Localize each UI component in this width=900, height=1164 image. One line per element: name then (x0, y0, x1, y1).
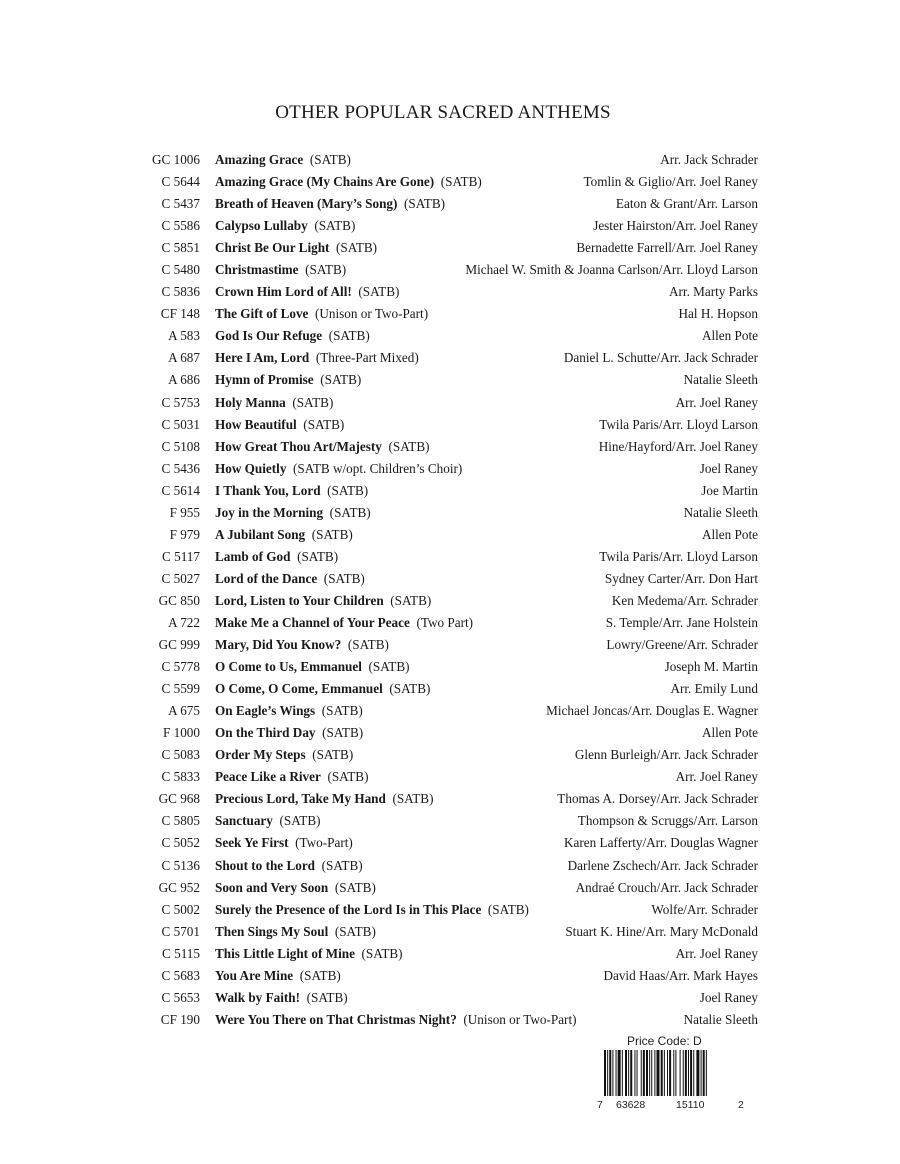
voicing: (Two Part) (416, 614, 474, 630)
voicing: (SATB) (390, 592, 432, 608)
catalog-code: A 686 (168, 372, 200, 388)
anthem-title: How Beautiful (215, 416, 297, 432)
anthem-title-group (215, 832, 353, 854)
catalog-code: GC 999 (158, 637, 200, 653)
voicing: (SATB) (440, 174, 482, 190)
anthem-title: O Come, O Come, Emmanuel (215, 681, 383, 697)
catalog-code: F 1000 (162, 725, 200, 741)
anthem-title-group (215, 855, 363, 877)
voicing: (SATB) (388, 438, 430, 454)
barcode-bar (649, 1050, 650, 1096)
catalog-code: C 5480 (161, 262, 200, 278)
catalog-code: CF 148 (160, 306, 200, 322)
anthem-title: How Great Thou Art/Majesty (215, 438, 382, 454)
composer-credit: Twila Paris/Arr. Lloyd Larson (599, 548, 758, 564)
composer-credit: Arr. Jack Schrader (660, 152, 758, 167)
composer-credit: Allen Pote (701, 526, 758, 542)
list-item (0, 943, 900, 965)
barcode-bar (701, 1050, 702, 1096)
catalog-code: C 5599 (161, 681, 200, 697)
anthem-title-group (215, 568, 365, 590)
anthem-title-group (215, 612, 473, 634)
list-item (0, 590, 900, 612)
barcode-bar (609, 1050, 611, 1096)
voicing: (SATB) (361, 945, 403, 961)
list-item (0, 965, 900, 987)
composer-credit: Arr. Emily Lund (670, 681, 758, 697)
anthem-title: Sanctuary (215, 813, 273, 829)
list-item (0, 568, 900, 590)
anthem-title: Here I Am, Lord (215, 350, 310, 366)
anthem-title-group (215, 921, 376, 943)
voicing: (SATB) (327, 482, 369, 498)
anthem-title: Christmastime (215, 262, 299, 278)
composer-credit: Joe Martin (701, 482, 758, 498)
list-item (0, 149, 900, 171)
anthem-title-group (215, 899, 529, 921)
anthem-title: Lamb of God (215, 548, 291, 564)
catalog-code: C 5117 (162, 548, 200, 564)
anthem-title: On the Third Day (215, 725, 316, 741)
catalog-code: C 5108 (161, 438, 200, 454)
composer-credit: Hal H. Hopson (678, 306, 758, 322)
list-item (0, 546, 900, 568)
anthem-title-group (215, 281, 399, 303)
barcode-bar (641, 1050, 642, 1096)
list-item (0, 303, 900, 325)
voicing: (SATB) (303, 416, 345, 432)
page-title: OTHER POPULAR SACRED ANTHEMS (275, 102, 611, 123)
list-item (0, 855, 900, 877)
barcode-bar (628, 1050, 629, 1096)
list-item (0, 259, 900, 281)
anthem-title-group (215, 524, 353, 546)
barcode-bar (654, 1050, 655, 1096)
composer-credit: Joel Raney (699, 460, 758, 476)
voicing: (Two-Part) (295, 835, 353, 851)
composer-credit: David Haas/Arr. Mark Hayes (603, 967, 758, 983)
composer-credit: Hine/Hayford/Arr. Joel Raney (598, 438, 758, 454)
upc-barcode (596, 1050, 746, 1112)
barcode-bar (604, 1050, 606, 1096)
composer-credit: Natalie Sleeth (683, 1011, 758, 1027)
voicing: (SATB) (327, 769, 369, 785)
catalog-code: C 5833 (161, 769, 200, 785)
composer-credit: Eaton & Grant/Arr. Larson (615, 196, 758, 212)
anthem-title-group (215, 259, 346, 281)
anthem-title-group (215, 325, 370, 347)
barcode-bar (680, 1050, 681, 1096)
catalog-code: A 675 (168, 703, 200, 719)
anthem-title: I Thank You, Lord (215, 482, 321, 498)
barcode-bar (690, 1050, 692, 1096)
anthem-title: A Jubilant Song (215, 526, 306, 542)
anthem-title-group (215, 722, 363, 744)
anthem-title: On Eagle’s Wings (215, 703, 316, 719)
anthem-title-group (215, 546, 338, 568)
voicing: (SATB) (487, 901, 529, 917)
anthem-title-group (215, 744, 353, 766)
anthem-title: Breath of Heaven (Mary’s Song) (215, 196, 398, 212)
anthem-title-group (215, 877, 376, 899)
catalog-code: C 5753 (161, 394, 200, 410)
barcode-bar (616, 1050, 617, 1096)
anthem-title-group (215, 766, 368, 788)
barcode-bar (643, 1050, 645, 1096)
composer-credit: Bernadette Farrell/Arr. Joel Raney (576, 240, 758, 256)
barcode-bar (664, 1050, 665, 1096)
anthem-title-group (215, 678, 430, 700)
composer-credit: Lowry/Greene/Arr. Schrader (606, 637, 758, 653)
composer-credit: Darlene Zschech/Arr. Jack Schrader (567, 857, 758, 873)
list-item (0, 678, 900, 700)
barcode-bar (646, 1050, 648, 1096)
voicing: (SATB) (322, 725, 364, 741)
composer-credit: Daniel L. Schutte/Arr. Jack Schrader (563, 350, 758, 366)
anthem-title: How Quietly (215, 460, 287, 476)
anthem-title-group (215, 237, 377, 259)
composer-credit: Andraé Crouch/Arr. Jack Schrader (575, 879, 758, 895)
composer-credit: Jester Hairston/Arr. Joel Raney (593, 218, 758, 234)
catalog-code: C 5683 (161, 967, 200, 983)
anthem-title-group (215, 987, 348, 1009)
composer-credit: Allen Pote (701, 725, 758, 741)
catalog-code: C 5002 (161, 901, 200, 917)
barcode-bar (622, 1050, 623, 1096)
composer-credit: Twila Paris/Arr. Lloyd Larson (599, 416, 758, 432)
composer-credit: Michael W. Smith & Joanna Carlson/Arr. Lloyd Larson (465, 262, 758, 278)
list-item (0, 281, 900, 303)
anthem-title-group (215, 810, 321, 832)
list-item (0, 921, 900, 943)
voicing: (SATB) (323, 570, 365, 586)
list-item (0, 987, 900, 1009)
barcode-bar (637, 1050, 638, 1096)
catalog-code: C 5614 (161, 482, 200, 498)
catalog-code: F 979 (169, 526, 200, 542)
catalog-code: C 5805 (161, 813, 200, 829)
list-item (0, 700, 900, 722)
anthem-title: Soon and Very Soon (215, 879, 329, 895)
barcode-bar (696, 1050, 699, 1096)
anthem-title: Surely the Presence of the Lord Is in This Place (215, 901, 482, 917)
list-item (0, 612, 900, 634)
voicing: (SATB) (334, 923, 376, 939)
list-item (0, 766, 900, 788)
anthem-title-group (215, 943, 403, 965)
list-item (0, 237, 900, 259)
composer-credit: Arr. Joel Raney (675, 945, 758, 961)
anthem-title: Amazing Grace (215, 152, 304, 167)
catalog-code: GC 1006 (152, 152, 200, 167)
anthem-title: Calypso Lullaby (215, 218, 308, 234)
catalog-code: C 5052 (161, 835, 200, 851)
catalog-code: GC 968 (158, 791, 200, 807)
anthem-title-group (215, 171, 482, 193)
barcode-bar (706, 1050, 707, 1096)
composer-credit: Arr. Marty Parks (668, 284, 758, 300)
catalog-code: C 5437 (161, 196, 200, 212)
barcode-bar (607, 1050, 608, 1096)
catalog-code: C 5778 (161, 659, 200, 675)
composer-credit: Arr. Joel Raney (675, 394, 758, 410)
barcode-bar (634, 1050, 635, 1096)
anthem-title-group (215, 193, 445, 215)
list-item (0, 325, 900, 347)
composer-credit: Tomlin & Giglio/Arr. Joel Raney (583, 174, 758, 190)
anthem-title-group (215, 347, 419, 369)
anthem-title: Seek Ye First (215, 835, 289, 851)
composer-credit: Stuart K. Hine/Arr. Mary McDonald (565, 923, 758, 939)
catalog-code: C 5115 (162, 945, 200, 961)
anthem-title-group (215, 700, 363, 722)
barcode-bar (657, 1050, 660, 1096)
composer-credit: S. Temple/Arr. Jane Holstein (605, 614, 758, 630)
anthem-title: Lord, Listen to Your Children (215, 592, 384, 608)
anthem-list (0, 149, 900, 1031)
composer-credit: Michael Joncas/Arr. Douglas E. Wagner (546, 703, 758, 719)
list-item (0, 810, 900, 832)
catalog-code: C 5586 (161, 218, 200, 234)
price-code: Price Code: D (627, 1034, 702, 1048)
anthem-title: The Gift of Love (215, 306, 309, 322)
list-item (0, 369, 900, 391)
list-item (0, 392, 900, 414)
voicing: (SATB) (305, 262, 347, 278)
list-item (0, 899, 900, 921)
barcode-bar (630, 1050, 632, 1096)
list-item (0, 634, 900, 656)
anthem-title: Shout to the Lord (215, 857, 316, 873)
anthem-title: God Is Our Refuge (215, 328, 323, 344)
voicing: (SATB) (314, 218, 356, 234)
voicing: (SATB) (309, 152, 351, 167)
voicing: (SATB) (311, 526, 353, 542)
voicing: (SATB) (329, 504, 371, 520)
list-item (0, 1009, 900, 1031)
catalog-code: A 583 (168, 328, 200, 344)
barcode-bar (651, 1050, 652, 1096)
list-item (0, 877, 900, 899)
barcode-bar (661, 1050, 663, 1096)
list-item (0, 414, 900, 436)
voicing: (Unison or Two-Part) (315, 306, 429, 322)
list-item (0, 524, 900, 546)
anthem-title: Walk by Faith! (215, 989, 301, 1005)
anthem-title-group (215, 656, 410, 678)
list-item (0, 215, 900, 237)
composer-credit: Glenn Burleigh/Arr. Jack Schrader (574, 747, 758, 763)
composer-credit: Wolfe/Arr. Schrader (651, 901, 758, 917)
anthem-title: Lord of the Dance (215, 570, 318, 586)
list-item (0, 171, 900, 193)
list-item (0, 788, 900, 810)
barcode-bar (685, 1050, 687, 1096)
composer-credit: Joseph M. Martin (664, 659, 758, 675)
anthem-title-group (215, 392, 333, 414)
anthem-title: Mary, Did You Know? (215, 637, 342, 653)
anthem-title-group (215, 590, 431, 612)
anthem-title: Christ Be Our Light (215, 240, 330, 256)
barcode-digits-right: 15110 (676, 1099, 705, 1111)
voicing: (SATB) (328, 328, 370, 344)
voicing: (SATB) (389, 681, 431, 697)
list-item (0, 480, 900, 502)
catalog-code: C 5851 (161, 240, 200, 256)
barcode-bar (625, 1050, 627, 1096)
barcode-bar (683, 1050, 684, 1096)
composer-credit: Ken Medema/Arr. Schrader (611, 592, 758, 608)
anthem-title-group (215, 965, 341, 987)
catalog-code: C 5836 (161, 284, 200, 300)
voicing: (SATB w/opt. Children’s Choir) (293, 460, 463, 476)
voicing: (SATB) (320, 372, 362, 388)
voicing: (SATB) (347, 637, 389, 653)
list-item (0, 347, 900, 369)
anthem-title-group (215, 458, 462, 480)
voicing: (SATB) (321, 857, 363, 873)
catalog-code: GC 850 (158, 592, 200, 608)
anthem-title-group (215, 414, 344, 436)
barcode-bar (618, 1050, 621, 1096)
composer-credit: Karen Lafferty/Arr. Douglas Wagner (564, 835, 758, 851)
composer-credit: Thomas A. Dorsey/Arr. Jack Schrader (557, 791, 758, 807)
list-item (0, 502, 900, 524)
composer-credit: Joel Raney (699, 989, 758, 1005)
anthem-title-group (215, 634, 389, 656)
catalog-code: A 687 (168, 350, 200, 366)
voicing: (SATB) (292, 394, 334, 410)
catalog-code: GC 952 (158, 879, 200, 895)
voicing: (SATB) (404, 196, 446, 212)
anthem-title-group (215, 149, 351, 171)
voicing: (SATB) (297, 548, 339, 564)
anthem-title: Crown Him Lord of All! (215, 284, 352, 300)
voicing: (SATB) (312, 747, 354, 763)
barcode-digit-left: 7 (597, 1099, 603, 1111)
barcode-bar (693, 1050, 694, 1096)
barcode-digits-left: 63628 (616, 1099, 646, 1111)
composer-credit: Arr. Joel Raney (675, 769, 758, 785)
anthem-title: Then Sings My Soul (215, 923, 329, 939)
voicing: (SATB) (336, 240, 378, 256)
list-item (0, 436, 900, 458)
barcode-bar (673, 1050, 674, 1096)
anthem-title-group (215, 788, 433, 810)
voicing: (SATB) (279, 813, 321, 829)
composer-credit: Natalie Sleeth (683, 504, 758, 520)
voicing: (SATB) (334, 879, 376, 895)
list-item (0, 458, 900, 480)
anthem-title: O Come to Us, Emmanuel (215, 659, 362, 675)
barcode-bar (675, 1050, 676, 1096)
anthem-title-group (215, 1009, 577, 1031)
composer-credit: Natalie Sleeth (683, 372, 758, 388)
composer-credit: Thompson & Scruggs/Arr. Larson (577, 813, 758, 829)
anthem-title: Order My Steps (215, 747, 306, 763)
voicing: (Unison or Two-Part) (463, 1011, 577, 1027)
catalog-code: C 5644 (161, 174, 200, 190)
barcode-bar (688, 1050, 689, 1096)
anthem-title: Hymn of Promise (215, 372, 314, 388)
anthem-title: Precious Lord, Take My Hand (215, 791, 386, 807)
barcode-bar (669, 1050, 671, 1096)
voicing: (SATB) (392, 791, 434, 807)
voicing: (Three-Part Mixed) (315, 350, 419, 366)
anthem-title-group (215, 303, 428, 325)
anthem-title: Joy in the Morning (215, 504, 324, 520)
catalog-code: C 5136 (161, 857, 200, 873)
catalog-code: A 722 (168, 614, 200, 630)
composer-credit: Allen Pote (701, 328, 758, 344)
barcode-bars (604, 1050, 707, 1096)
list-item (0, 832, 900, 854)
voicing: (SATB) (321, 703, 363, 719)
voicing: (SATB) (306, 989, 348, 1005)
composer-credit: Sydney Carter/Arr. Don Hart (604, 570, 758, 586)
list-item (0, 193, 900, 215)
catalog-code: C 5701 (161, 923, 200, 939)
list-item (0, 744, 900, 766)
anthem-title-group (215, 502, 371, 524)
list-item (0, 722, 900, 744)
list-item (0, 656, 900, 678)
catalog-code: F 955 (169, 504, 200, 520)
catalog-code: CF 190 (160, 1011, 200, 1027)
barcode-bar (612, 1050, 613, 1096)
anthem-title: This Little Light of Mine (215, 945, 355, 961)
anthem-title-group (215, 480, 368, 502)
barcode-bar (667, 1050, 668, 1096)
anthem-title-group (215, 369, 361, 391)
catalog-code: C 5436 (161, 460, 200, 476)
barcode-digit-right: 2 (738, 1099, 744, 1111)
catalog-code: C 5027 (161, 570, 200, 586)
catalog-code: C 5083 (161, 747, 200, 763)
anthem-title: Holy Manna (215, 394, 286, 410)
voicing: (SATB) (368, 659, 410, 675)
catalog-code: C 5031 (161, 416, 200, 432)
anthem-title-group (215, 215, 355, 237)
anthem-title-group (215, 436, 430, 458)
anthem-title: Were You There on That Christmas Night? (215, 1011, 457, 1027)
voicing: (SATB) (358, 284, 400, 300)
catalog-code: C 5653 (161, 989, 200, 1005)
voicing: (SATB) (299, 967, 341, 983)
anthem-title: You Are Mine (215, 967, 294, 983)
anthem-title: Peace Like a River (215, 769, 321, 785)
anthem-title: Amazing Grace (My Chains Are Gone) (215, 174, 435, 190)
barcode-bar (703, 1050, 705, 1096)
anthem-title: Make Me a Channel of Your Peace (215, 614, 410, 630)
